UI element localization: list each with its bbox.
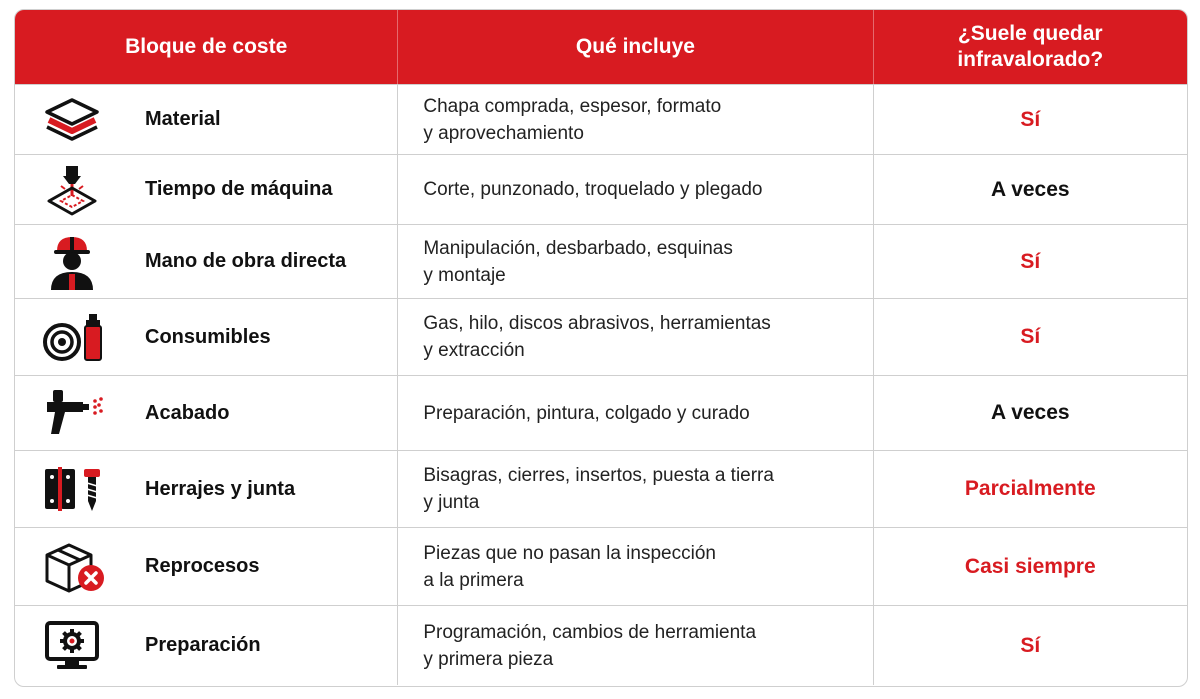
- table-row: [15, 154, 1187, 224]
- rejected-box-icon: [43, 541, 113, 593]
- block-name: Acabado: [145, 401, 230, 424]
- consumables-icon: [43, 311, 113, 363]
- block-name: Tiempo de máquina: [145, 178, 333, 200]
- underestimated-value: A veces: [990, 177, 1070, 201]
- underestimated-value: Parcialmente: [964, 477, 1096, 500]
- block-name: Material: [145, 108, 221, 130]
- table-row: [15, 224, 1187, 298]
- spray-gun-icon: [43, 387, 113, 439]
- block-name: Mano de obra directa: [145, 250, 347, 272]
- block-name: Herrajes y junta: [145, 477, 296, 500]
- table-row: [15, 527, 1187, 605]
- block-name: Consumibles: [145, 325, 271, 348]
- block-description: Manipulación, desbarbado, esquinas y montaje: [423, 237, 733, 286]
- laser-cutting-icon: [43, 164, 113, 216]
- monitor-gear-icon: [43, 620, 113, 672]
- underestimated-value: Casi siempre: [964, 554, 1096, 578]
- table-row: [15, 375, 1187, 450]
- cost-table: [14, 9, 1188, 687]
- block-description: Programación, cambios de herramienta y primera pieza: [423, 621, 757, 670]
- worker-icon: [43, 236, 113, 288]
- block-description: Preparación, pintura, colgado y curado: [423, 402, 750, 424]
- table-row: [15, 84, 1187, 154]
- underestimated-value: A veces: [990, 401, 1070, 424]
- underestimated-value: Sí: [1020, 325, 1041, 348]
- header-block: Bloque de coste: [15, 10, 398, 84]
- underestimated-value: Sí: [1020, 249, 1041, 273]
- table-row: [15, 605, 1187, 685]
- block-name: Reprocesos: [145, 555, 260, 577]
- table-header: [15, 10, 1187, 84]
- block-description: Bisagras, cierres, insertos, puesta a tierra y junta: [423, 465, 774, 513]
- underestimated-value: Sí: [1020, 107, 1041, 131]
- header-underestimated: ¿Suele quedar infravalorado?: [957, 22, 1104, 71]
- table-row: [15, 450, 1187, 527]
- block-description: Gas, hilo, discos abrasivos, herramientas y extracción: [423, 313, 771, 361]
- header-includes: Qué incluye: [398, 10, 873, 84]
- block-description: Chapa comprada, espesor, formato y aprovechamiento: [423, 95, 722, 144]
- block-description: Piezas que no pasan la inspección a la primera: [423, 542, 716, 591]
- table-row: [15, 298, 1187, 375]
- underestimated-value: Sí: [1020, 633, 1041, 657]
- layers-icon: [43, 94, 113, 146]
- hardware-icon: [43, 463, 113, 515]
- block-name: Preparación: [145, 634, 261, 656]
- block-description: Corte, punzonado, troquelado y plegado: [423, 179, 763, 200]
